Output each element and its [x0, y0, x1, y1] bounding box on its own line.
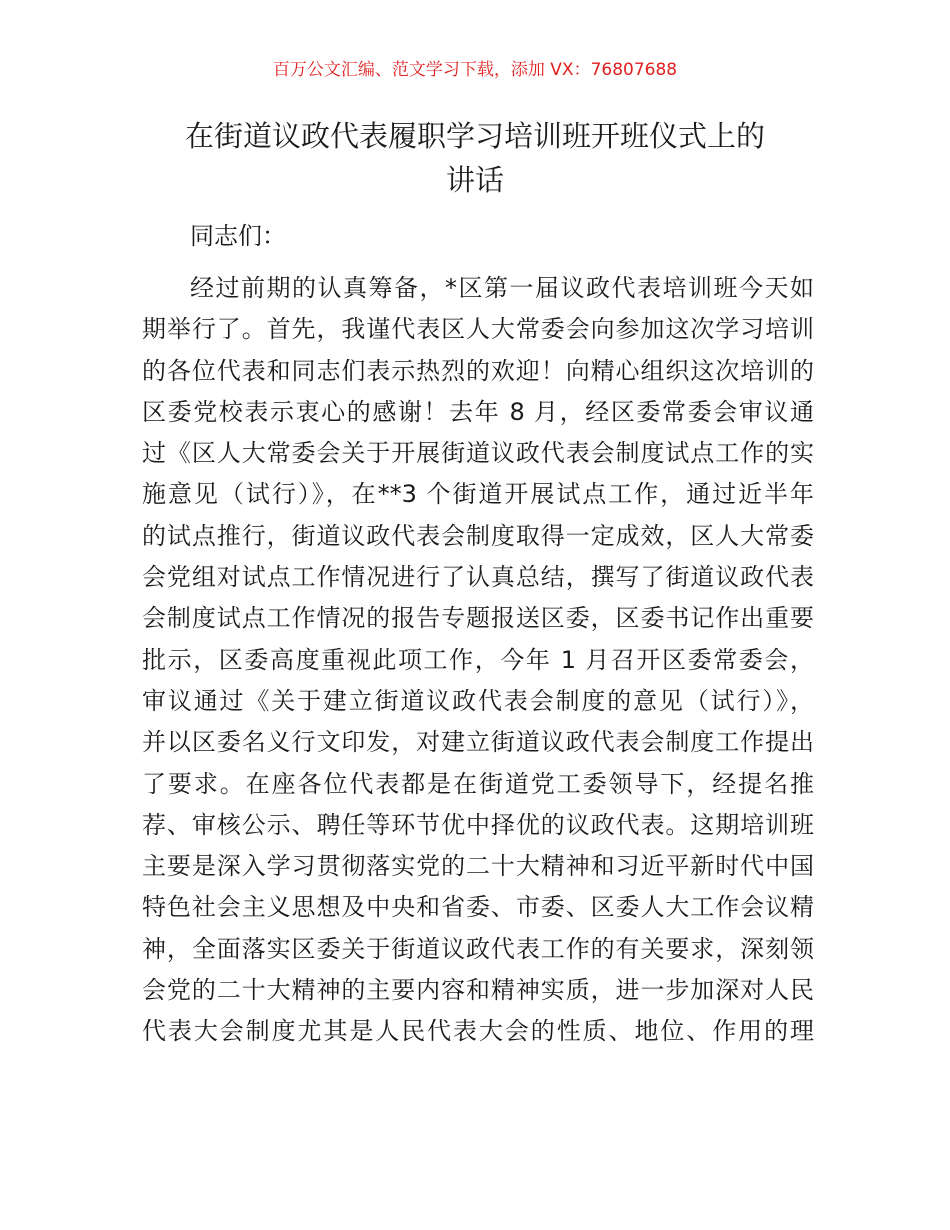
paragraph-line: 会制度试点工作情况的报告专题报送区委，区委书记作出重要: [142, 604, 814, 633]
paragraph-line: 了要求。在座各位代表都是在街道党工委领导下，经提名推: [142, 769, 814, 798]
paragraph-line: 特色社会主义思想及中央和省委、市委、区委人大工作会议精: [142, 893, 814, 922]
paragraph: [142, 268, 814, 1053]
paragraph-line: 神，全面落实区委关于街道议政代表工作的有关要求，深刻领: [142, 934, 814, 963]
download-banner: 百万公文汇编、范文学习下载，添加 VX：76807688: [272, 60, 678, 80]
paragraph-line: 代表大会制度尤其是人民代表大会的性质、地位、作用的理: [142, 1017, 814, 1046]
document-body: [142, 216, 814, 1053]
paragraph-line: 并以区委名义行文印发，对建立街道议政代表会制度工作提出: [142, 728, 814, 757]
paragraph-line: 的试点推行，街道议政代表会制度取得一定成效，区人大常委: [142, 521, 814, 550]
paragraph-line: 会党组对试点工作情况进行了认真总结，撰写了街道议政代表: [142, 563, 814, 592]
paragraph-line: 区委党校表示衷心的感谢！去年 8 月，经区委常委会审议通: [142, 397, 814, 426]
salutation: 同志们：: [190, 222, 286, 250]
paragraph-line: 荐、审核公示、聘任等环节优中择优的议政代表。这期培训班: [142, 810, 814, 839]
title-line-1: 在街道议政代表履职学习培训班开班仪式上的: [184, 119, 765, 153]
paragraph-line: 会党的二十大精神的主要内容和精神实质，进一步加深对人民: [142, 976, 814, 1005]
document-title: [120, 114, 830, 202]
paragraph-line: 批示，区委高度重视此项工作，今年 1 月召开区委常委会，: [142, 645, 814, 674]
paragraph-line: 过《区人大常委会关于开展街道议政代表会制度试点工作的实: [142, 439, 814, 468]
paragraph-line: 审议通过《关于建立街道议政代表会制度的意见（试行）》，: [142, 686, 814, 715]
paragraph-line: 主要是深入学习贯彻落实党的二十大精神和习近平新时代中国: [142, 852, 814, 881]
paragraph-line: 施意见（试行）》，在**3 个街道开展试点工作，通过近半年: [142, 480, 814, 509]
title-line-2: 讲话: [445, 163, 504, 197]
paragraph-line: 期举行了。首先，我谨代表区人大常委会向参加这次学习培训: [142, 315, 814, 344]
paragraph-line: 经过前期的认真筹备，*区第一届议政代表培训班今天如: [190, 274, 814, 302]
paragraph-line: 的各位代表和同志们表示热烈的欢迎！向精心组织这次培训的: [142, 356, 814, 385]
